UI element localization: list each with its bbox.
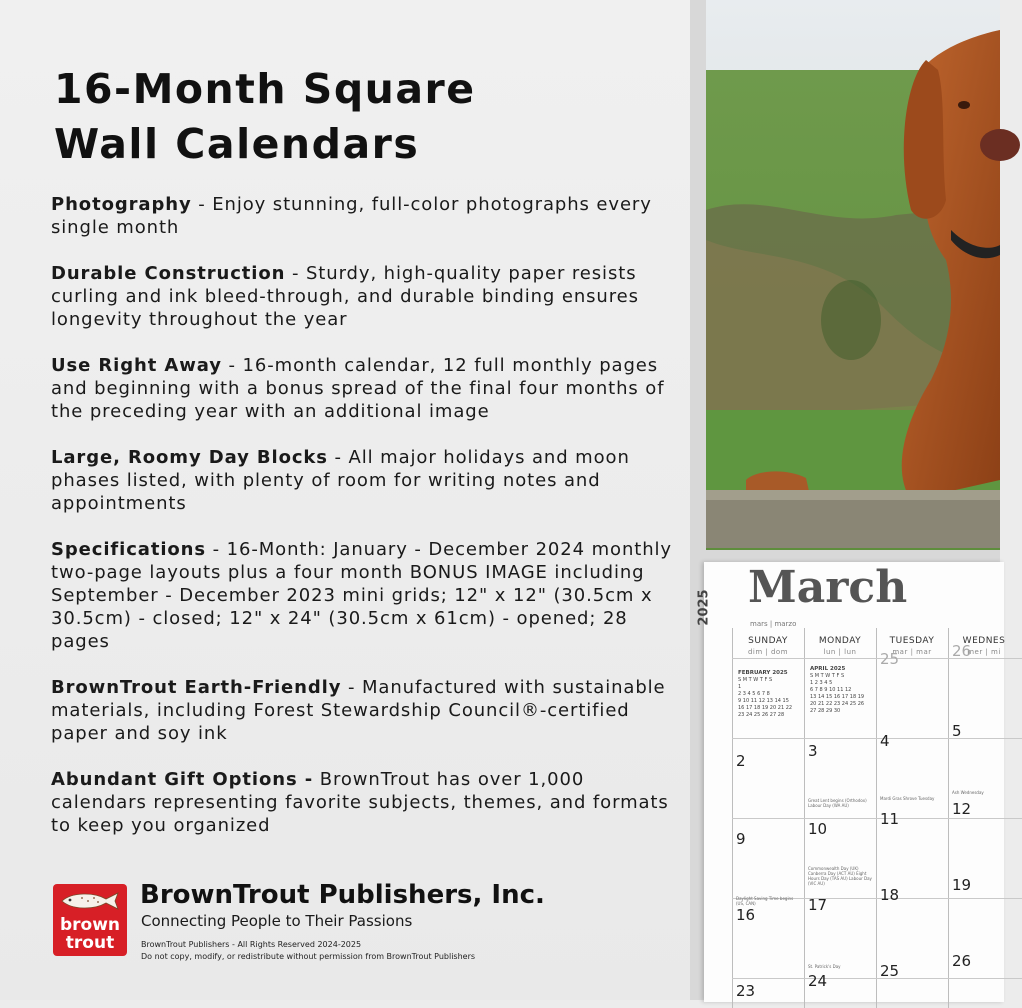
date-cell: 18 [880, 886, 900, 904]
grid-line [732, 658, 1022, 659]
date-cell: 11 [880, 810, 900, 828]
date-cell: 23 [736, 982, 756, 1000]
feature-text: Manufactured with sustainable materials, including Forest Stewardship Council®-certified paper and soy ink [51, 677, 666, 744]
date-cell: 26 [952, 952, 972, 970]
date-cell: 25 [880, 962, 900, 980]
feature-list [51, 193, 676, 860]
copyright-notice [141, 939, 475, 963]
publisher-name: BrownTrout Publishers, Inc. [140, 880, 545, 910]
holiday-note: Mardi Gras Shrove Tuesday [880, 796, 935, 801]
feature-specifications [51, 538, 676, 653]
date-cell: 3 [808, 742, 818, 760]
holiday-note: St. Patrick's Day [808, 964, 841, 969]
feature-durable-construction [51, 262, 676, 331]
grid-line [732, 978, 1022, 979]
holiday-note: Great Lent begins (Orthodox) Labour Day (WA AU) [808, 798, 867, 808]
date-cell: 26 [952, 642, 972, 660]
day-header-monday: MONDAY lun | lun [818, 636, 862, 656]
feature-text: Enjoy stunning, full-color photographs every single month [51, 194, 652, 238]
logo-word-1: brown [59, 915, 121, 935]
date-cell: 25 [880, 650, 900, 668]
feature-separator: - [191, 194, 213, 215]
date-cell: 9 [736, 830, 746, 848]
calendar-month: March [748, 562, 908, 613]
date-cell: 4 [880, 732, 890, 750]
feature-text: All major holidays and moon phases listed, with plenty of room for writing notes and appointments [51, 447, 630, 514]
calendar-preview [690, 0, 1006, 1000]
grid-line [732, 818, 1022, 819]
feature-text: Sturdy, high-quality paper resists curling and ink bleed-through, and durable binding ensures longevity throughout the year [51, 263, 639, 330]
trout-fish-icon [58, 890, 122, 912]
holiday-note: Commonwealth Day (UK) Canberra Day (ACT AU) Eight Hours Day (TAS AU) Labour Day (VIC AU) [808, 866, 872, 886]
feature-text: 16-month calendar, 12 full monthly pages and beginning with a bonus spread of the final four months of the preceding year with an additional image [51, 355, 665, 422]
mini-calendar-february: FEBRUARY 2025 S M T W T F S 1 2 3 4 5 6 7 8 9 10 11 12 13 14 15 16 17 18 19 20 21 22 23 24 25 26 27 28 [738, 670, 793, 718]
day-header-tuesday: TUESDAY mar | mar [889, 636, 935, 656]
copyright-line-1: BrownTrout Publishers - All Rights Reserved 2024-2025 [141, 940, 362, 949]
date-cell: 10 [808, 820, 828, 838]
feature-title: Durable Construction [51, 263, 286, 284]
holiday-note: Daylight Saving Time begins (US, CAN) [736, 896, 794, 906]
calendar-page-march [696, 562, 1006, 1002]
feature-text: 16-Month: January - December 2024 monthly two-page layouts plus a four month BONUS IMAGE including September - December 2023 mini grids; 12" x 12" (30.5cm x 30.5cm) - closed; 12" x 24" (30.5cm x 61cm) - opened; 28 pages [51, 539, 672, 652]
feature-title: Photography [51, 194, 192, 215]
date-cell: 2 [736, 752, 746, 770]
day-header-sunday: SUNDAY dim | dom [747, 636, 789, 656]
feature-text: BrownTrout has over 1,000 calendars representing favorite subjects, themes, and formats to keep you organized [51, 769, 669, 836]
title-line-1: 16-Month Square [54, 65, 476, 113]
feature-title: Specifications [51, 539, 206, 560]
mini-calendar-april: APRIL 2025 S M T W T F S 1 2 3 4 5 6 7 8 9 10 11 12 13 14 15 16 17 18 19 20 21 22 23 24 25 26 27 28 29 30 [810, 666, 865, 714]
title-line-2: Wall Calendars [54, 120, 420, 168]
feature-separator: - [221, 355, 243, 376]
vizsla-dog-image [706, 0, 1000, 548]
feature-day-blocks [51, 446, 676, 515]
feature-gift-options [51, 768, 676, 837]
page-title [54, 62, 654, 172]
feature-earth-friendly [51, 676, 676, 745]
date-cell: 5 [952, 722, 962, 740]
feature-separator: - [205, 539, 227, 560]
feature-use-right-away [51, 354, 676, 423]
publisher-tagline: Connecting People to Their Passions [141, 912, 413, 930]
copyright-line-2: Do not copy, modify, or redistribute without permission from BrownTrout Publishers [141, 952, 476, 961]
feature-title: Abundant Gift Options - [51, 769, 314, 790]
feature-separator: - [285, 263, 306, 284]
feature-photography [51, 193, 676, 239]
dog-photo [706, 0, 1000, 548]
grid-line [732, 738, 1022, 739]
date-cell: 19 [952, 876, 972, 894]
logo-word-2: trout [65, 933, 115, 953]
feature-title: Large, Roomy Day Blocks [51, 447, 328, 468]
browntrout-logo [53, 884, 127, 956]
date-cell: 24 [808, 972, 828, 990]
holiday-note: Ash Wednesday [952, 790, 984, 795]
feature-separator: - [327, 447, 349, 468]
publisher-block [53, 880, 653, 984]
date-cell: 16 [736, 906, 756, 924]
date-cell: 12 [952, 800, 972, 818]
feature-separator: - [341, 677, 362, 698]
feature-title: BrownTrout Earth-Friendly [51, 677, 342, 698]
calendar-year: 2025 [696, 589, 712, 626]
feature-title: Use Right Away [51, 355, 222, 376]
feature-separator [313, 769, 320, 790]
calendar-month-translation: mars | marzo [750, 620, 797, 628]
day-header-wednesday: WEDNES mer | mi [962, 636, 1006, 656]
date-cell: 17 [808, 896, 828, 914]
